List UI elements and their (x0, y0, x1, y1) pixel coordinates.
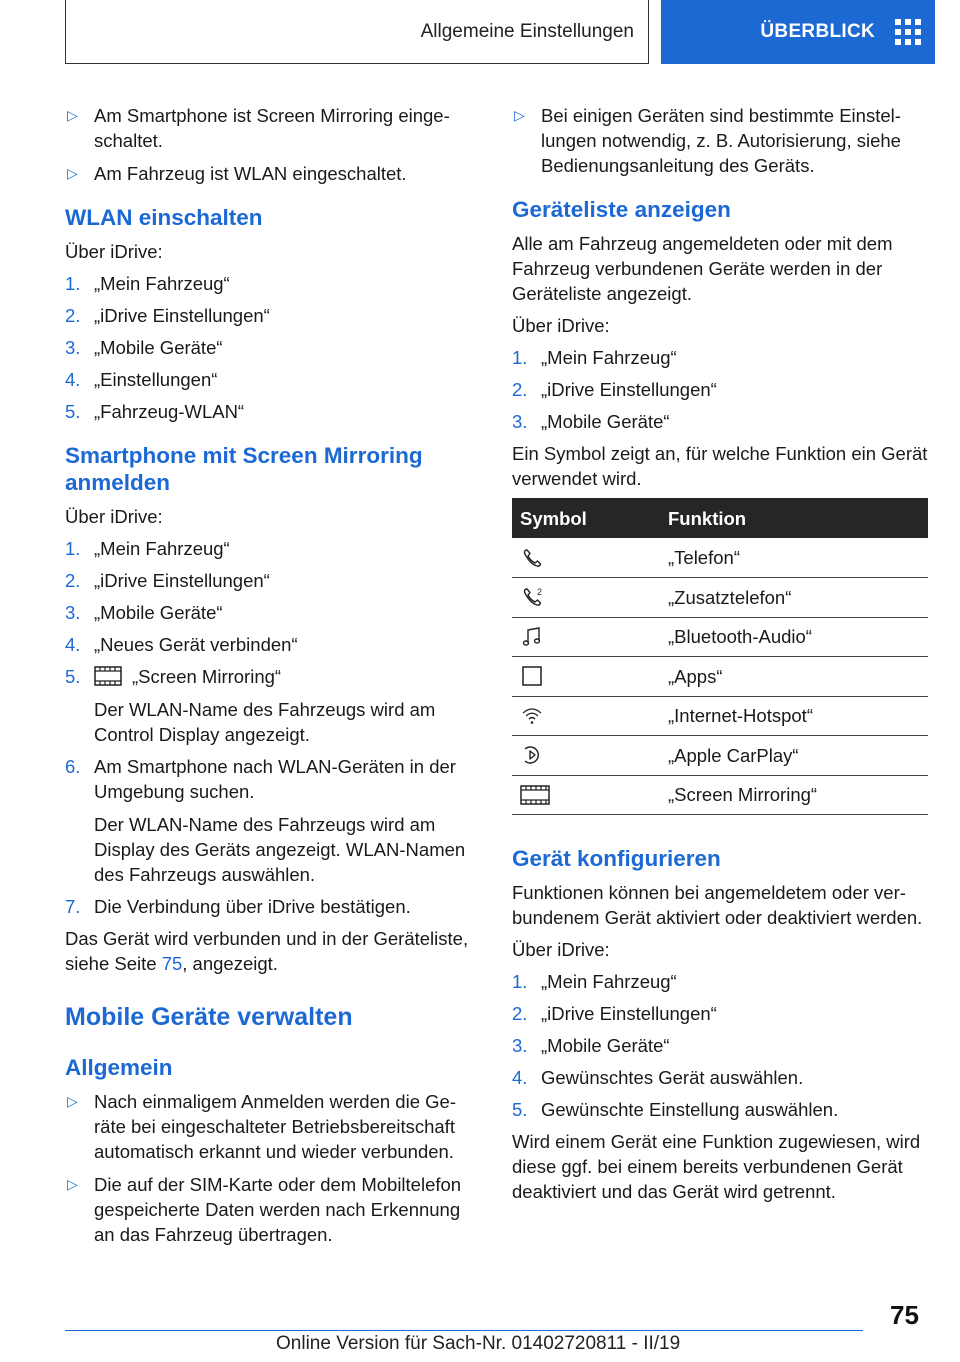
via-idrive-text: Über iDrive: (65, 241, 163, 262)
svg-text:2: 2 (537, 587, 543, 598)
list-item: ▷ Die auf der SIM-Karte oder dem Mobiltelefon gespeicherte Daten werden nach Erkennung an das Fahrzeug übertragen. (67, 1174, 462, 1245)
header-section-label: Allgemeine Einstellungen (420, 20, 634, 42)
list-item: 2. „iDrive Einstellungen“ (65, 570, 270, 591)
via-idrive-text: Über iDrive: (65, 506, 163, 527)
wifi-icon (520, 705, 544, 727)
configure-closing: Wird einem Gerät eine Funktion zugewiesen, wird diese ggf. bei einem bereits verbundenen Gerät deaktiviert und das Gerät wird getrennt. (512, 1131, 921, 1202)
list-item: 5. „Fahrzeug-WLAN“ (65, 401, 245, 422)
list-item: 3. „Mobile Geräte“ (65, 602, 223, 623)
triangle-bullet-icon: ▷ (67, 1176, 78, 1192)
mirroring-heading: Smartphone mit Screen Mirroring anmelden (65, 443, 423, 495)
device-list-intro: Alle am Fahrzeug angemeldeten oder mit dem Fahrzeug verbundenen Geräte werden in der Geräteliste angezeigt. (512, 233, 893, 304)
music-note-icon (520, 626, 544, 648)
list-item: 4. Gewünschtes Gerät auswählen. (512, 1067, 804, 1088)
table-header-row (512, 498, 928, 538)
triangle-bullet-icon: ▷ (67, 107, 78, 123)
second-phone-icon (520, 586, 546, 608)
via-idrive-text: Über iDrive: (512, 315, 610, 336)
grid-menu-icon (895, 19, 921, 45)
list-item: 7. Die Verbindung über iDrive bestätigen. (65, 896, 411, 917)
list-item: 3. „Mobile Geräte“ (512, 411, 670, 432)
screen-mirroring-icon (94, 666, 122, 686)
list-item: 1. „Mein Fahrzeug“ (65, 538, 230, 559)
list-item: 4. „Neues Gerät verbinden“ (65, 634, 298, 655)
wlan-steps (65, 271, 477, 424)
list-item: 1. „Mein Fahrzeug“ (512, 971, 677, 992)
list-item: ▷ Am Fahrzeug ist WLAN eingeschaltet. (67, 163, 407, 184)
triangle-bullet-icon: ▷ (514, 107, 525, 123)
symbol-table (512, 498, 928, 815)
list-item: 1. „Mein Fahrzeug“ (512, 347, 677, 368)
list-item: 2. „iDrive Einstellungen“ (512, 379, 717, 400)
list-item: ▷ Nach einmaligem Anmelden werden die Geräte bei eingeschalteter Betriebsbereitschaft automatisch erkannt und wieder verbunden. (67, 1091, 456, 1162)
via-idrive-text: Über iDrive: (512, 939, 610, 960)
phone-icon (520, 547, 544, 569)
mirroring-closing: Das Gerät wird verbunden und in der Geräteliste, siehe Seite 75, angezeigt. (65, 928, 469, 974)
triangle-bullet-icon: ▷ (67, 1093, 78, 1109)
list-item: 3. „Mobile Geräte“ (512, 1035, 670, 1056)
table-row: „Screen Mirroring“ (512, 775, 928, 815)
intro-bullet-list (65, 103, 477, 186)
carplay-icon (520, 744, 544, 766)
general-bullet-list (65, 1089, 477, 1247)
header-section (65, 0, 649, 64)
list-item: 2. „iDrive Einstellungen“ (512, 1003, 717, 1024)
screen-mirroring-icon (520, 784, 550, 806)
symbol-note: Ein Symbol zeigt an, für welche Funktion ein Gerät verwendet wird. (512, 443, 928, 489)
overview-tab[interactable] (661, 0, 935, 64)
device-list-steps (512, 345, 928, 434)
list-item: ▷ Bei einigen Geräten sind bestimmte Einstellungen notwendig, z. B. Autorisierung, siehe Bedienungsanleitung des Geräts. (514, 105, 901, 176)
configure-heading: Gerät konfigurieren (512, 846, 721, 871)
right-column (512, 103, 928, 1211)
page-link[interactable]: 75 (161, 953, 183, 974)
table-row: „Apple CarPlay“ (512, 736, 928, 776)
manage-heading: Mobile Geräte verwalten (65, 1003, 353, 1031)
footer-divider (65, 1330, 863, 1331)
footer-online-version: Online Version für Sach-Nr. 01402720811 - II/19 (276, 1333, 681, 1354)
configure-intro: Funktionen können bei angemeldetem oder verbundenem Gerät aktiviert oder deaktiviert werden. (512, 882, 923, 928)
list-item: ▷ Am Smartphone ist Screen Mirroring eingeschaltet. (67, 105, 450, 151)
list-item: 1. „Mein Fahrzeug“ (65, 273, 230, 294)
mirroring-steps (65, 536, 477, 919)
table-row: „Telefon“ (512, 538, 928, 578)
configure-steps (512, 969, 928, 1122)
list-item: 6. Am Smartphone nach WLAN-Geräten in der Umgebung suchen. Der WLAN-Name des Fahrzeugs wird am Display des Geräts angezeigt. WLAN-Namen des Fahrzeugs auswählen. (65, 756, 466, 885)
list-item: 5. Gewünschte Einstellung auswählen. (512, 1099, 839, 1120)
list-item: 3. „Mobile Geräte“ (65, 337, 223, 358)
symbol-column-header: Symbol (512, 498, 652, 538)
top-bullet-list (512, 103, 928, 178)
table-row: „Bluetooth-Audio“ (512, 617, 928, 657)
table-row: „Internet-Hotspot“ (512, 696, 928, 736)
list-item: 4. „Einstellungen“ (65, 369, 218, 390)
device-list-heading: Geräteliste anzeigen (512, 197, 731, 222)
overview-tab-label: ÜBERBLICK (760, 21, 875, 42)
table-row: 2 „Zusatztelefon“ (512, 578, 928, 618)
list-item: 2. „iDrive Einstellungen“ (65, 305, 270, 326)
page-number: 75 (890, 1300, 919, 1330)
general-heading: Allgemein (65, 1055, 173, 1080)
left-column (65, 103, 477, 1255)
triangle-bullet-icon: ▷ (67, 165, 78, 181)
wlan-heading: WLAN einschalten (65, 205, 263, 230)
list-item: 5. „Screen Mirroring“ Der WLAN-Name des Fahrzeugs wird am Control Display angezeigt. (65, 666, 436, 745)
apps-icon (520, 665, 544, 687)
function-column-header: Funktion (652, 498, 928, 538)
table-row: „Apps“ (512, 657, 928, 697)
